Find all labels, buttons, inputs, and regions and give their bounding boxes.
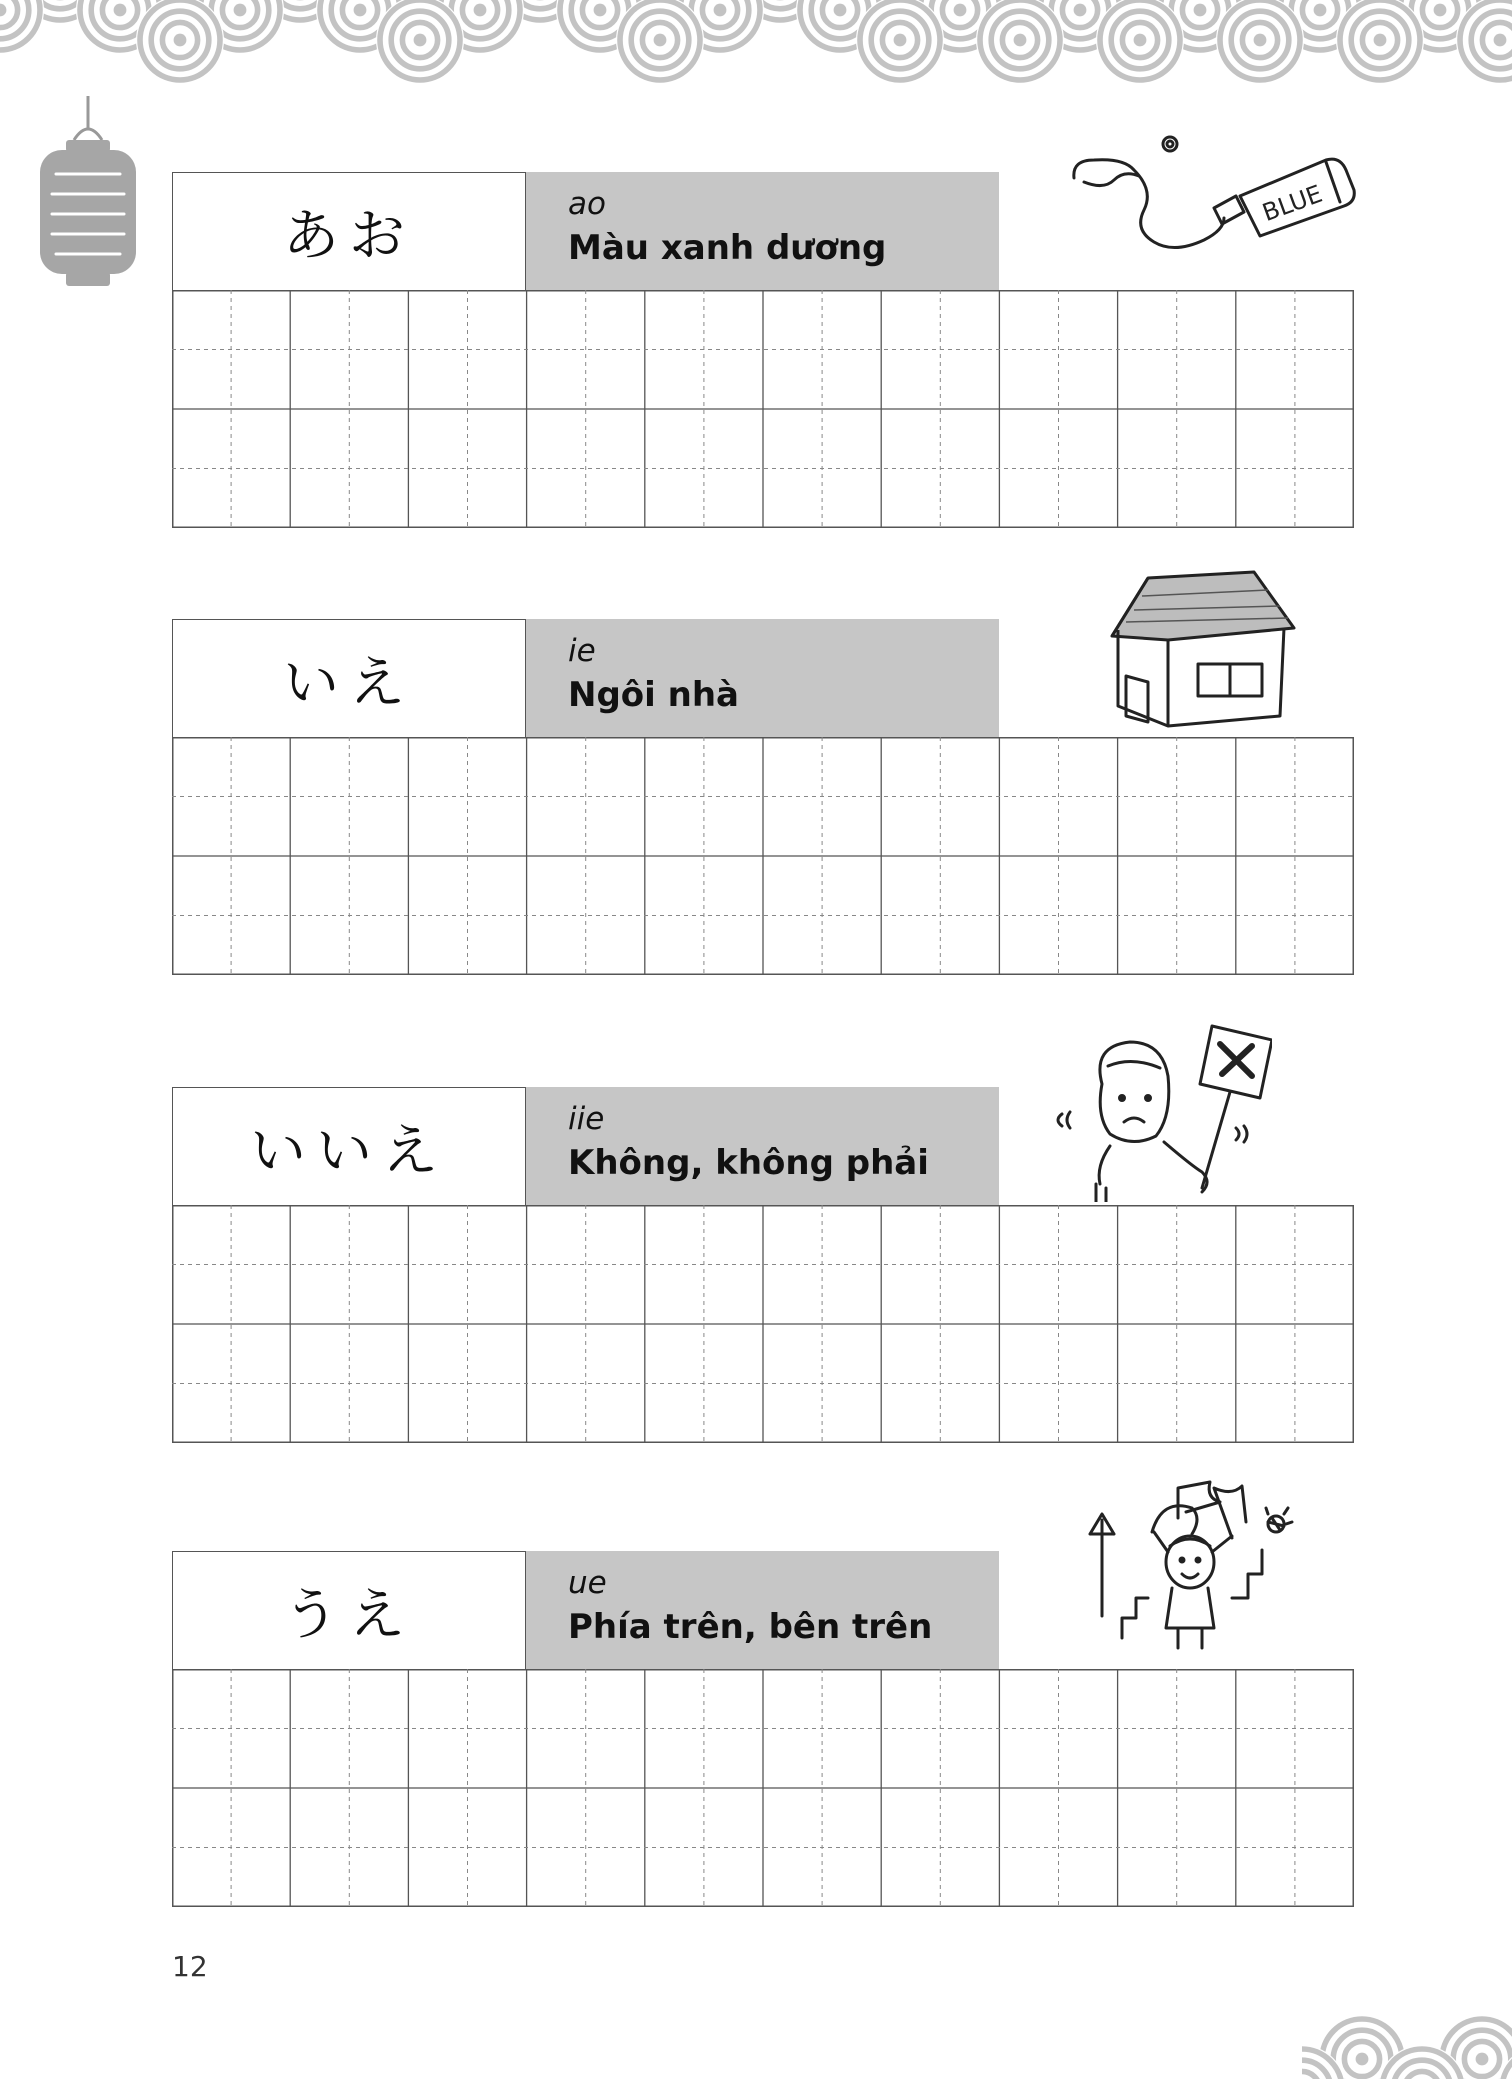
meaning-label [526, 1087, 999, 1205]
kana-word: うえ [172, 1551, 526, 1669]
romaji-text: ue [568, 1565, 607, 1601]
meaning-text: Ngôi nhà [568, 675, 739, 715]
tube-label: BLUE [1258, 179, 1326, 228]
meaning-text: Màu xanh dương [568, 228, 887, 268]
lantern-icon [36, 96, 140, 296]
meaning-text: Phía trên, bên trên [568, 1607, 933, 1647]
meaning-label [526, 619, 999, 737]
meaning-label [526, 1551, 999, 1669]
writing-grid[interactable] [172, 1669, 1354, 1907]
meaning-label [526, 172, 999, 290]
writing-grid[interactable] [172, 1205, 1354, 1443]
page-number: 12 [172, 1950, 208, 1983]
meaning-text: Không, không phải [568, 1143, 929, 1183]
wave-pattern-top [0, 0, 1512, 110]
romaji-text: ao [568, 186, 606, 222]
paint-tube-illustration [1064, 130, 1364, 280]
kana-word: いえ [172, 619, 526, 737]
wave-pattern-bottom-right [1302, 1959, 1512, 2079]
romaji-text: ie [568, 633, 596, 669]
kana-word: あお [172, 172, 526, 290]
house-illustration [1104, 566, 1304, 732]
kana-word: いいえ [172, 1087, 526, 1205]
girl-with-x-sign-illustration [1052, 1016, 1272, 1202]
romaji-text: iie [568, 1101, 605, 1137]
writing-grid[interactable] [172, 290, 1354, 528]
writing-grid[interactable] [172, 737, 1354, 975]
person-with-flags-illustration [1082, 1478, 1302, 1654]
